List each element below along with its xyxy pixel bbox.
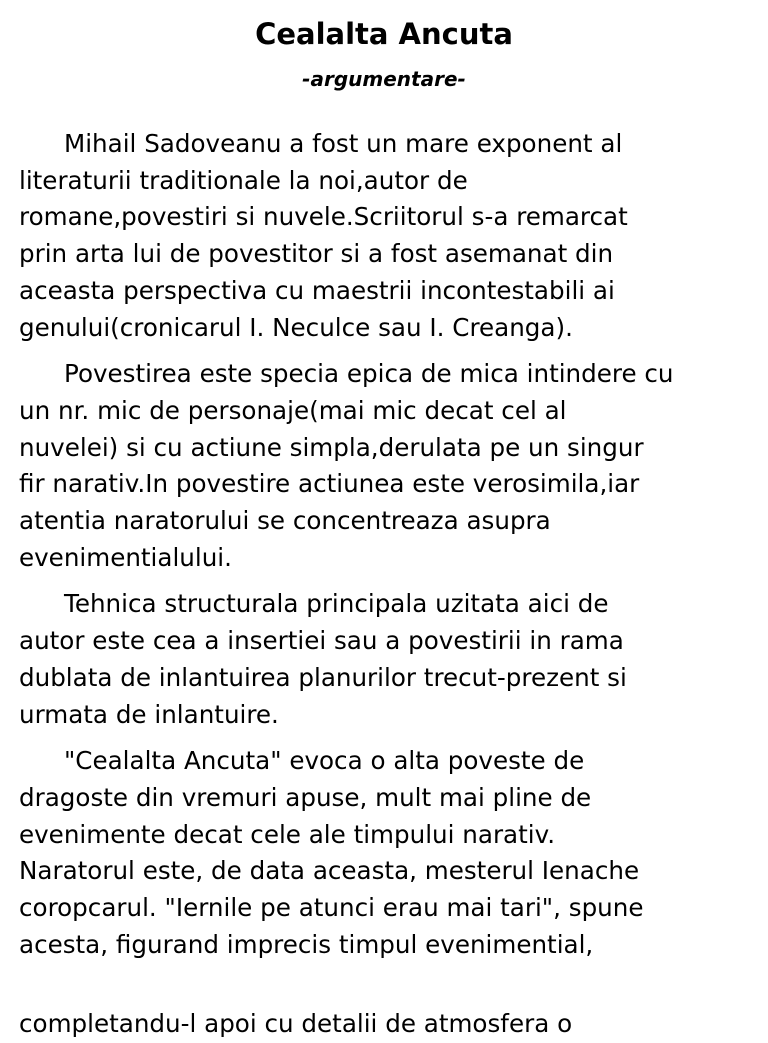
- text-line: dublata de inlantuirea planurilor trecut-prezent si: [19, 662, 627, 692]
- paragraph: [19, 126, 764, 346]
- text-line: coropcarul. "Iernile pe atunci erau mai tari", spune: [19, 893, 644, 923]
- document-title: Cealalta Ancuta: [255, 17, 513, 51]
- text-line: literaturii traditionale la noi,autor de: [19, 165, 468, 195]
- text-line: urmata de inlantuire.: [19, 699, 279, 729]
- text-line: Povestirea este specia epica de mica intindere cu: [64, 359, 674, 389]
- text-line: prin arta lui de povestitor si a fost asemanat din: [19, 239, 614, 269]
- text-line: acesta, figurand imprecis timpul evenimential,: [19, 929, 594, 959]
- text-line: atentia naratorului se concentreaza asupra: [19, 506, 551, 536]
- text-line: Mihail Sadoveanu a fost un mare exponent al: [64, 129, 623, 158]
- text-line: aceasta perspectiva cu maestrii incontestabili ai: [19, 275, 615, 305]
- text-line: Tehnica structurala principala uzitata aici de: [64, 589, 609, 619]
- paragraph: [19, 586, 764, 733]
- text-line: genului(cronicarul I. Neculce sau I. Creanga).: [19, 312, 573, 342]
- text-line: nuvelei) si cu actiune simpla,derulata pe un singur: [19, 432, 644, 462]
- text-line: evenimentialului.: [19, 542, 232, 572]
- text-line: romane,povestiri si nuvele.Scriitorul s-a remarcat: [19, 202, 628, 232]
- document-subtitle: -argumentare-: [302, 67, 466, 91]
- text-line: autor este cea a insertiei sau a povestirii in rama: [19, 626, 624, 656]
- text-line: un nr. mic de personaje(mai mic decat cel al: [19, 395, 567, 425]
- document-body: [19, 126, 764, 973]
- cut-off-text-line: completandu-l apoi cu detalii de atmosfera o: [19, 1009, 573, 1038]
- paragraph: [19, 356, 764, 576]
- text-line: Naratorul este, de data aceasta, mesterul Ienache: [19, 856, 640, 886]
- text-line: evenimente decat cele ale timpului narativ.: [19, 819, 556, 849]
- text-line: fir narativ.In povestire actiunea este verosimila,iar: [19, 469, 640, 499]
- paragraph: [19, 743, 764, 963]
- text-line: "Cealalta Ancuta" evoca o alta poveste de: [64, 746, 585, 776]
- text-line: dragoste din vremuri apuse, mult mai pline de: [19, 782, 592, 812]
